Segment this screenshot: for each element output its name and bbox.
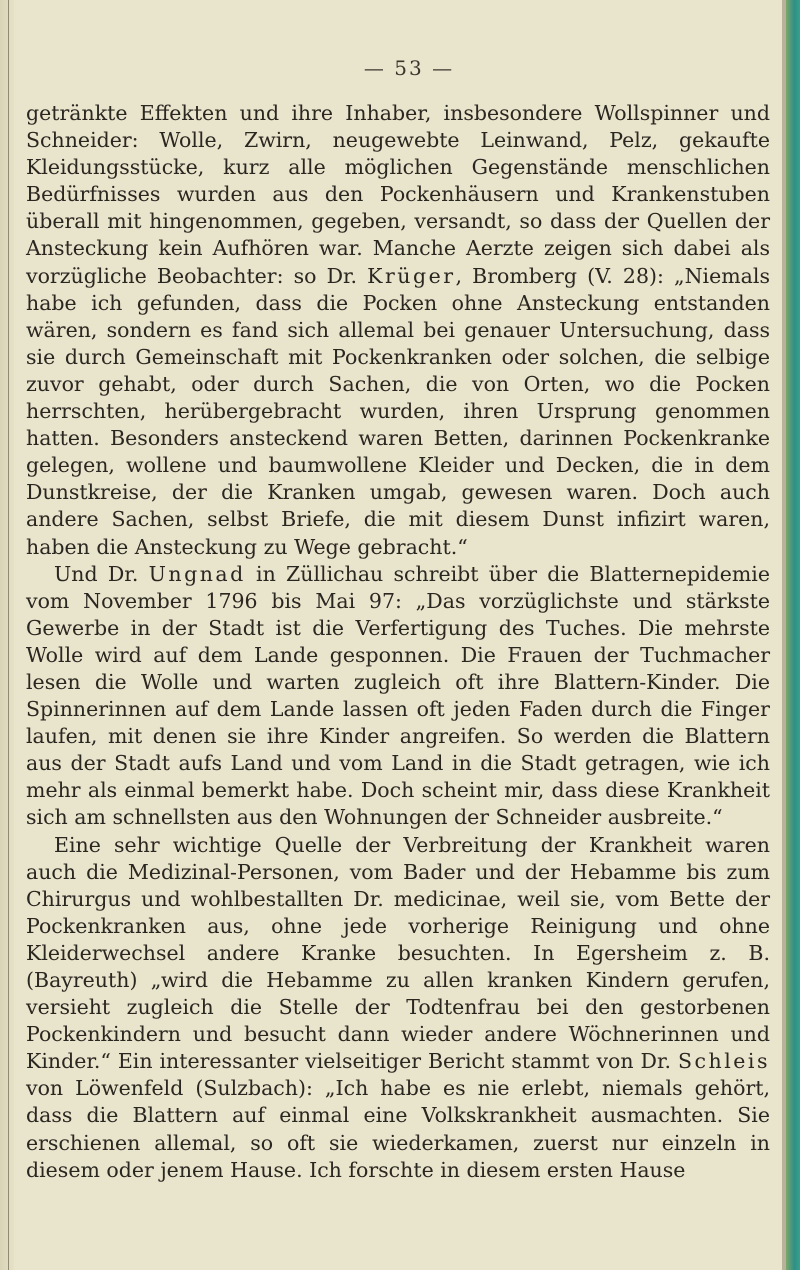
author-name: Schleis [678,1049,770,1074]
binding-line [8,0,9,1270]
paragraph-2: Und Dr. Ungnad in Züllichau schreibt über die Blatternepidemie vom November 1796 bis Mai 97: „Das vorzüglichste und stärkste Gewerbe in der Stadt ist die Verfertigung des Tuches. Die mehrste Wolle wird auf dem Lande gesponnen. Die Frauen der Tuchmacher lesen die Wolle und warten zugleich oft ihre Blattern-Kinder. Die Spinnerinnen auf dem Lande lassen oft jeden Faden durch die Finger laufen, mit denen sie ihre Kinder angreifen. So werden die Blattern aus der Stadt aufs Land und vom Land in die Stadt getragen, wie ich mehr als einmal bemerkt habe. Doch scheint mir, dass diese Krankheit sich am schnellsten aus den Wohnungen der Schneider ausbreite.“ [26,561,770,830]
body-text [26,100,770,1184]
page-left-edge [0,0,14,1270]
page-number: — 53 — [363,56,455,80]
book-page [26,56,770,1184]
paragraph-1: getränkte Effekten und ihre Inhaber, insbesondere Wollspinner und Schneider: Wolle, Zwirn, neugewebte Leinwand, Pelz, gekaufte Kleidungsstücke, kurz alle möglichen Gegenstände menschlichen Bedürfnisses wurden aus den Pockenhäusern und Krankenstuben überall mit hingenommen, gegeben, versandt, so dass der Quellen der Ansteckung kein Aufhören war. Manche Aerzte zeigen sich dabei als vorzügliche Beobachter: so Dr. Krüger, Bromberg (V. 28): „Niemals habe ich gefunden, dass die Pocken ohne Ansteckung entstanden wären, sondern es fand sich allemal bei genauer Untersuchung, dass sie durch Gemeinschaft mit Pockenkranken oder solchen, die selbige zuvor gehabt, oder durch Sachen, die von Orten, wo die Pocken herrschten, herübergebracht wurden, ihren Ursprung genommen hatten. Besonders ansteckend waren Betten, darinnen Pockenkranke gelegen, wollene und baumwollene Kleider und Decken, die in dem Dunstkreise, der die Kranken umgab, gewesen waren. Doch auch andere Sachen, selbst Briefe, die mit diesem Dunst infizirt waren, haben die Ansteckung zu Wege gebracht.“ [26,101,770,559]
author-name: Ungnad [148,561,246,586]
paragraph-3: Eine sehr wichtige Quelle der Verbreitung der Krankheit waren auch die Medizinal-Personen, vom Bader und der Hebamme bis zum Chirurgus und wohlbestallten Dr. medicinae, weil sie, vom Bette der Pockenkranken aus, ohne jede vorherige Reinigung und ohne Kleiderwechsel andere Kranke besuchten. In Egersheim z. B. (Bayreuth) „wird die Hebamme zu allen kranken Kindern gerufen, versieht zugleich die Stelle der Todtenfrau bei den gestorbenen Pockenkindern und besucht dann wieder andere Wöchnerinnen und Kinder.“ Ein interessanter vielseitiger Bericht stammt von Dr. Schleis von Löwenfeld (Sulzbach): „Ich habe es nie erlebt, niemals gehört, dass die Blattern auf einmal eine Volkskrankheit ausmachten. Sie erschienen allemal, so oft sie wiederkamen, zuerst nur einzeln in diesem oder jenem Hause. Ich forschte in diesem ersten Hause [26,832,770,1182]
author-name: Krüger [367,263,456,288]
book-edge-strip [786,0,800,1270]
